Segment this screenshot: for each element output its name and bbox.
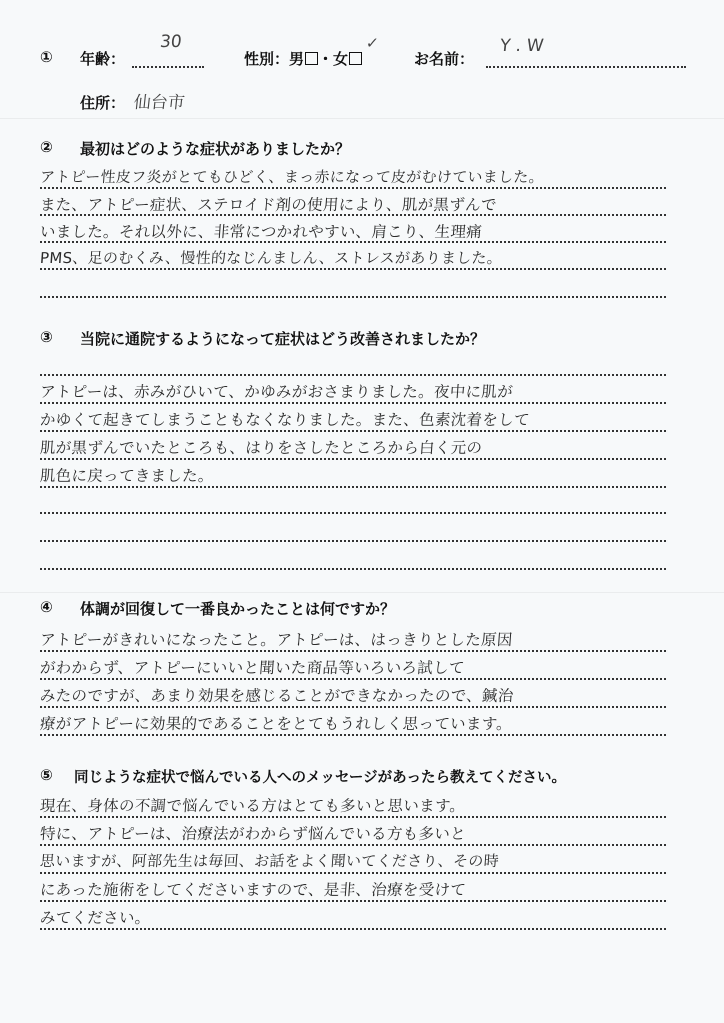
paper-crease: [0, 592, 724, 593]
answer-dotted-line: [40, 268, 666, 270]
answer-line: みたのですが、あまり効果を感じることができなかったので、鍼治: [39, 687, 515, 705]
answer-dotted-line: [40, 872, 666, 874]
answer-dotted-line: [40, 296, 666, 298]
answer-line: 肌が黒ずんでいたところも、はりをさしたところから白く元の: [39, 439, 483, 457]
answer-dotted-line: [40, 734, 666, 736]
question-number-2: ②: [40, 138, 53, 156]
answer-dotted-line: [40, 187, 666, 189]
answer-dotted-line: [40, 706, 666, 708]
age-label: 年齢：: [80, 50, 126, 68]
answer-dotted-line: [40, 928, 666, 930]
answer-dotted-line: [40, 650, 666, 652]
gender-male-label: 性別：男: [244, 50, 305, 68]
answer-line: みてください。: [39, 909, 152, 927]
answer-dotted-line: [40, 241, 666, 243]
answer-dotted-line: [40, 512, 666, 514]
answer-dotted-line: [40, 214, 666, 216]
answer-line: にあった施術をしてくださいますので、是非、治療を受けて: [39, 881, 467, 899]
answer-dotted-line: [40, 374, 666, 376]
answer-line: 特に、アトピーは、治療法がわからず悩んでいる方も多いと: [39, 825, 467, 843]
male-checkbox[interactable]: [305, 52, 318, 65]
question-number-3: ③: [40, 328, 53, 346]
name-value: Y . W: [498, 36, 545, 56]
answer-line: アトピー性皮フ炎がとてもひどく、まっ赤になって皮がむけていました。: [39, 168, 545, 186]
answer-dotted-line: [40, 844, 666, 846]
answer-dotted-line: [40, 540, 666, 542]
answer-line: がわからず、アトピーにいいと聞いた商品等いろいろ試して: [39, 659, 466, 677]
answer-dotted-line: [40, 816, 666, 818]
female-checkmark-icon: ✓: [365, 34, 380, 52]
answer-dotted-line: [40, 402, 666, 404]
question-4-title: 体調が回復して一番良かったことは何ですか？: [80, 600, 396, 618]
gender-field: [244, 48, 362, 69]
question-number-5: ⑤: [40, 766, 53, 784]
gender-female-label: ・女: [318, 50, 349, 68]
answer-dotted-line: [40, 900, 666, 902]
female-checkbox[interactable]: [349, 52, 362, 65]
name-label: お名前：: [414, 50, 475, 68]
answer-line: PMS、足のむくみ、慢性的なじんましん、ストレスがありました。: [39, 249, 503, 267]
question-3-title: 当院に通院するようになって症状はどう改善されましたか？: [80, 330, 486, 348]
name-answer-line: [486, 66, 686, 68]
paper-crease: [0, 118, 724, 119]
question-2-title: 最初はどのような症状がありましたか？: [80, 140, 351, 158]
answer-dotted-line: [40, 458, 666, 460]
answer-line: 肌色に戻ってきました。: [39, 467, 215, 485]
answer-dotted-line: [40, 486, 666, 488]
answer-line: アトピーがきれいになったこと。アトピーは、はっきりとした原因: [39, 631, 514, 649]
question-number-4: ④: [40, 598, 53, 616]
answer-line: かゆくて起きてしまうこともなくなりました。また、色素沈着をして: [39, 411, 531, 429]
answer-line: アトピーは、赤みがひいて、かゆみがおさまりました。夜中に肌が: [39, 383, 514, 401]
question-number-1: ①: [40, 48, 53, 66]
answer-line: また、アトピー症状、ステロイド剤の使用により、肌が黒ずんで: [39, 196, 498, 214]
address-value: 仙台市: [132, 93, 186, 113]
question-5-title: 同じような症状で悩んでいる人へのメッセージがあったら教えてください。: [74, 770, 566, 786]
answer-line: 思いますが、阿部先生は毎回、お話をよく聞いてくださり、その時: [39, 852, 500, 870]
answer-dotted-line: [40, 568, 666, 570]
answer-dotted-line: [40, 678, 666, 680]
address-label: 住所：: [80, 94, 126, 112]
answer-line: いました。それ以外に、非常につかれやすい、肩こり、生理痛: [39, 223, 483, 241]
age-answer-line: [132, 66, 204, 68]
answer-line: 療がアトピーに効果的であることをとてもうれしく思っています。: [39, 715, 513, 733]
answer-line: 現在、身体の不調で悩んでいる方はとても多いと思います。: [39, 797, 466, 815]
answer-dotted-line: [40, 430, 666, 432]
age-value: 30: [158, 32, 183, 52]
